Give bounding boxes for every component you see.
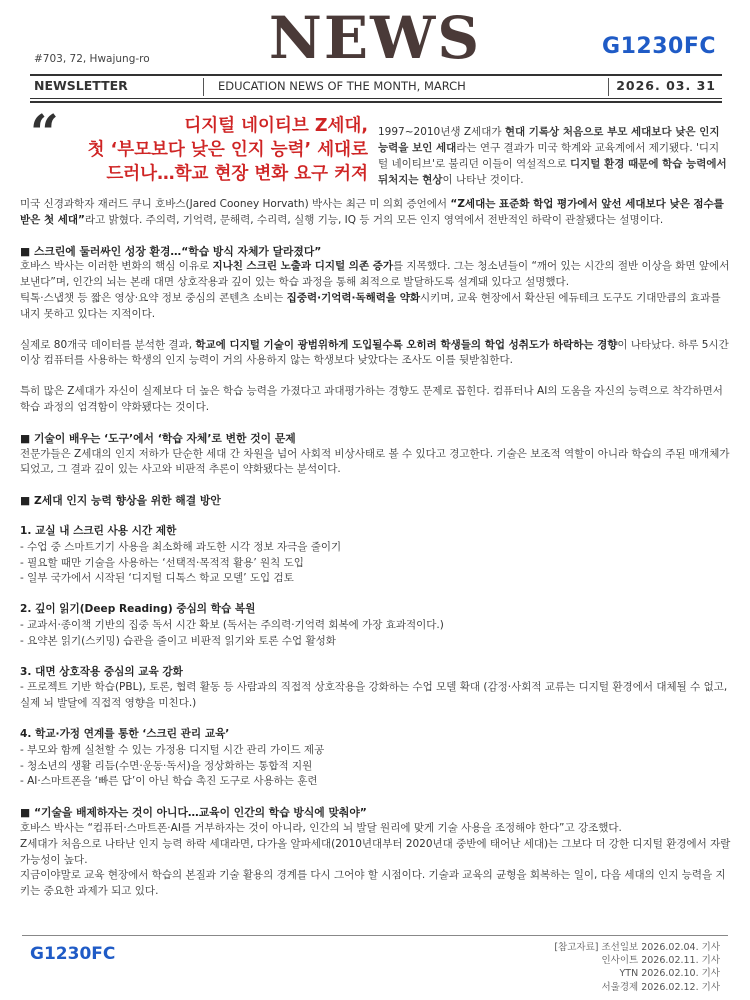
reference-item: 서울경제 2026.02.12. 기사	[601, 981, 720, 993]
paragraph: 전문가들은 Z세대의 인지 저하가 단순한 세대 간 차원을 넘어 사회적 비상사태로 볼 수 있다고 경고한다. 기술은 보조적 역할이 아니라 학습의 주된 매개체가 되었고, 그 결과 깊이 있는 사고와 비판적 추론이 약화됐다는 분석이다.	[20, 447, 730, 476]
headline-line: 디지털 네이티브 Z세대,	[184, 116, 368, 136]
paragraph: 특히 많은 Z세대가 자신이 실제보다 더 높은 학습 능력을 가졌다고 과대평가하는 경향도 문제로 꼽힌다. 컴퓨터나 AI의 도움을 자신의 능력으로 착각하면서 학습 과정의 엄격함이 약화됐다는 것이다.	[20, 385, 723, 413]
reference-item: 인사이트 2026.02.11. 기사	[601, 955, 720, 967]
measure-heading: 1. 교실 내 스크린 사용 시간 제한	[20, 524, 177, 537]
measure-heading: 4. 학교·가정 연계를 통한 ‘스크린 관리 교육’	[20, 727, 230, 740]
intro-paragraph: 미국 신경과학자 재러드 쿠니 호바스(Jared Cooney Horvath) 박사는 최근 미 의회 증언에서 “Z세대는 표준화 학업 평가에서 앞선 세대보다 낮은 점수를 받은 첫 세대”라고 밝혔다. 주의력, 기억력, 문해력, 수리력, 실행 기능, IQ 등 거의 모든 인지 영역에서 전반적인 하락이 관찰됐다는 설명이다.	[20, 198, 724, 226]
issue-date: 2026. 03. 31	[616, 78, 716, 93]
reference-item: [참고자료] 조선일보 2026.02.04. 기사	[554, 942, 720, 953]
strip-divider	[608, 78, 609, 96]
list-item: - 프로젝트 기반 학습(PBL), 토론, 협력 활동 등 사람과의 직접적 상호작용을 강화하는 수업 모델 확대 (감정·사회적 교류는 디지털 환경에서 대체될 수 없고, 실제 뇌 발달에 직접적 영향을 미친다.)	[20, 681, 728, 710]
measure-heading: 2. 깊이 읽기(Deep Reading) 중심의 학습 복원	[20, 603, 256, 616]
reference-item: YTN 2026.02.10. 기사	[619, 968, 720, 980]
paragraph: 틱톡·스냅챗 등 짧은 영상·요약 정보 중심의 콘텐츠 소비는 집중력·기억력·독해력을 약화시키며, 교육 현장에서 확산된 에듀테크 도구도 기대만큼의 효과를 내지 못하고 있다는 지적이다.	[20, 291, 721, 320]
references	[554, 941, 720, 994]
newsletter-subtitle: EDUCATION NEWS OF THE MONTH, MARCH	[218, 79, 466, 93]
paragraph: 호바스 박사는 이러한 변화의 핵심 이유로 지나친 스크린 노출과 디지털 의존 증가를 지목했다. 그는 청소년들이 “깨어 있는 시간의 절반 이상을 화면 앞에서 보낸다”며, 인간의 뇌는 본래 대면 상호작용과 깊이 있는 학습 과정을 통해 최적으로 발달하도록 설계돼 있다고 설명했다.	[20, 260, 730, 289]
quote-mark-icon: “	[30, 103, 59, 162]
masthead-address: #703, 72, Hwajung-ro	[34, 53, 150, 65]
headline-line: 첫 ‘부모보다 낮은 인지 능력’ 세대로	[87, 140, 368, 160]
masthead-rule-top	[30, 74, 722, 76]
lead-paragraph: 1997~2010년생 Z세대가 현대 기록상 처음으로 부모 세대보다 낮은 인지 능력을 보인 세대라는 연구 결과가 미국 학계와 교육계에서 제기됐다. '디지털 네이티브'로 불리던 이들이 역설적으로 디지털 환경 때문에 학습 능력에서 뒤처지는 현상이 나타난 것이다.	[378, 126, 727, 186]
strip-divider	[203, 78, 204, 96]
paragraph: 실제로 80개국 데이터를 분석한 결과, 학교에 디지털 기술이 광범위하게 도입될수록 오히려 학생들의 학업 성취도가 하락하는 경향이 나타났다. 하루 5시간 이상 컴퓨터를 사용하는 학생의 인지 능력이 거의 사용하지 않는 학생보다 낮았다는 조사도 이를 뒷받침한다.	[20, 338, 729, 367]
headline-line: 드러나…학교 현장 변화 요구 커져	[106, 164, 368, 184]
list-item: - 요약본 읽기(스키밍) 습관을 줄이고 비판적 읽기와 토론 수업 활성화	[20, 634, 336, 647]
paragraph: 호바스 박사는 “컴퓨터·스마트폰·AI를 거부하자는 것이 아니라, 인간의 뇌 발달 원리에 맞게 기술 사용을 조정해야 한다”고 강조했다.	[20, 821, 622, 834]
newsletter-label: NEWSLETTER	[34, 78, 128, 93]
masthead-title: NEWS	[268, 4, 482, 72]
section-heading: ■ 스크린에 둘러싸인 성장 환경…“학습 방식 자체가 달라졌다”	[20, 244, 322, 258]
masthead-brand-logo: G1230FC	[602, 34, 716, 59]
list-item: - 수업 중 스마트기기 사용을 최소화해 과도한 시각 정보 자극을 줄이기	[20, 540, 342, 553]
list-item: - 청소년의 생활 리듬(수면·운동·독서)을 정상화하는 통합적 지원	[20, 759, 313, 772]
list-item: - AI·스마트폰을 ‘빠른 답’이 아닌 학습 촉진 도구로 사용하는 훈련	[20, 775, 318, 788]
paragraph: Z세대가 처음으로 나타난 인지 능력 하락 세대라면, 다가올 알파세대(2010년대부터 2020년대 중반에 태어난 세대)는 그보다 더 강한 디지털 환경에서 자랄 가능성이 높다.	[20, 837, 731, 866]
measure-heading: 3. 대면 상호작용 중심의 교육 강화	[20, 665, 183, 678]
masthead-rule-mid	[30, 98, 722, 99]
section-heading: ■ Z세대 인지 능력 향상을 위한 해결 방안	[20, 494, 221, 508]
article-body	[20, 197, 732, 900]
masthead-rule-bottom	[30, 101, 722, 103]
paragraph: 지금이야말로 교육 현장에서 학습의 본질과 기술 활용의 경계를 다시 그어야 할 시점이다. 기술과 교육의 균형을 회복하는 일이, 다음 세대의 인지 능력을 지키는 중요한 과제가 되고 있다.	[20, 869, 726, 898]
footer-brand-logo: G1230FC	[30, 944, 116, 964]
section-heading: ■ 기술이 배우는 ‘도구’에서 ‘학습 자체’로 변한 것이 문제	[20, 431, 296, 445]
list-item: - 필요할 때만 기술을 사용하는 ‘선택적·목적적 활용’ 원칙 도입	[20, 556, 304, 569]
list-item: - 교과서·종이책 기반의 집중 독서 시간 확보 (독서는 주의력·기억력 회복에 가장 효과적이다.)	[20, 618, 444, 631]
list-item: - 일부 국가에서 시작된 ‘디지털 디톡스 학교 모델’ 도입 검토	[20, 572, 294, 585]
footer-divider	[22, 935, 728, 936]
section-heading: ■ “기술을 배제하자는 것이 아니다…교육이 인간의 학습 방식에 맞춰야”	[20, 806, 367, 820]
headline	[60, 114, 368, 186]
list-item: - 부모와 함께 실천할 수 있는 가정용 디지털 시간 관리 가이드 제공	[20, 743, 325, 756]
